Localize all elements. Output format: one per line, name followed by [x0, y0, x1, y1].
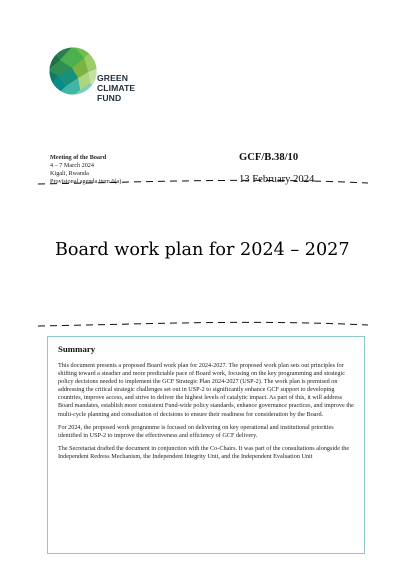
top-separator [38, 178, 368, 186]
meeting-name: Meeting of the Board [50, 154, 107, 161]
globe-logo-icon [48, 46, 98, 96]
gcf-logo [48, 46, 148, 116]
logo-line-1: GREEN [97, 73, 129, 83]
meeting-dates: 4 – 7 March 2024 [50, 162, 94, 169]
logo-line-2: CLIMATE [97, 83, 136, 93]
bottom-separator [38, 320, 368, 328]
agenda-item: Provisional agenda item 6(a) [50, 178, 122, 185]
summary-box [47, 336, 365, 554]
summary-heading: Summary [58, 344, 96, 354]
document-title: Board work plan for 2024 – 2027 [55, 240, 350, 260]
logo-line-3: FUND [97, 93, 122, 103]
summary-paragraph-1: This document presents a proposed Board work plan for 2024-2027. The proposed work plan sets out principles for shifting toward a steadier and more predictable pace of Board work, focusing on the key programming and strategic policy decisions needed to implement the GCF Strategic Plan 2024-2027 (USP-2). The work plan is premised on addressing the critical strategic challenges set out in USP-2 to significantly enhance GCF support to developing countries, improve access, and strive to deliver the highest levels of catalytic impact. As part of this, it will address Board mandates, establish more consistent Fund-wide policy standards, enhance governance practices, and improve the multi-cycle planning and consultation of decisions to ensure their readiness for consideration by the Board. [58, 362, 354, 418]
meeting-location: Kigali, Rwanda [50, 170, 89, 177]
logo-wordmark [97, 73, 153, 103]
summary-paragraph-2: For 2024, the proposed work programme is focused on delivering on key operational and institutional priorities identified in USP-2 to improve the effectiveness and efficiency of GCF delivery. [58, 423, 334, 439]
summary-paragraph-3: The Secretariat drafted the document in conjunction with the Co-Chairs. It was part of the consultations alongside the Independent Redress Mechanism, the Independent Integrity Unit, and the Independent Evaluation Unit [58, 444, 350, 460]
document-code: GCF/B.38/10 [239, 152, 299, 163]
document-date: 13 February 2024 [239, 174, 315, 185]
